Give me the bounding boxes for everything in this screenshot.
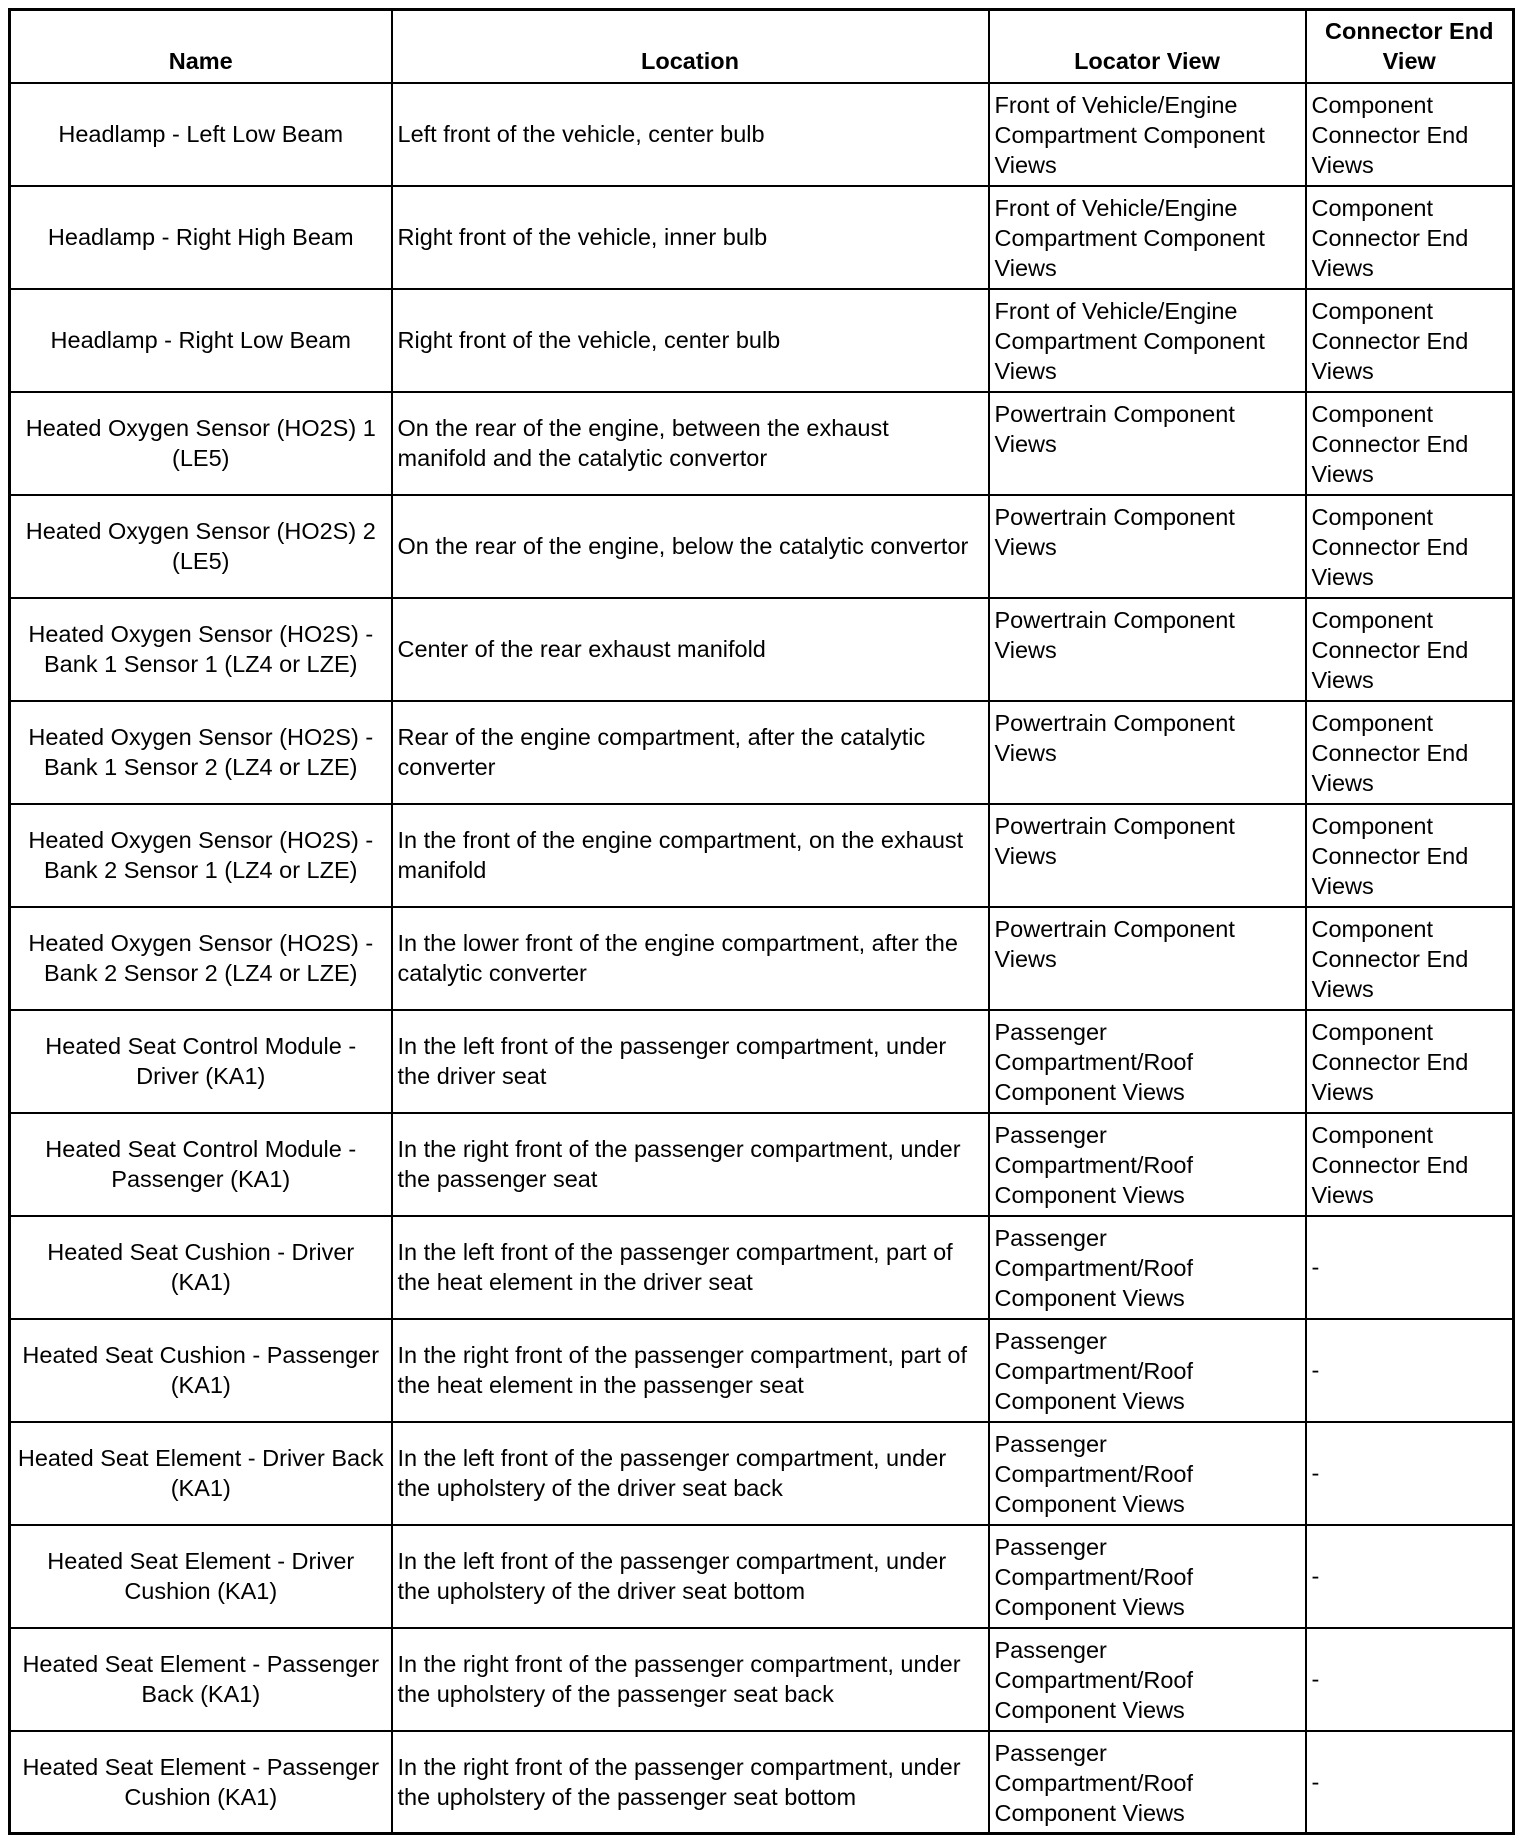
cell-location: Right front of the vehicle, center bulb: [392, 289, 989, 392]
cell-locator-view: Passenger Compartment/Roof Component Views: [989, 1628, 1306, 1731]
cell-location: In the right front of the passenger compartment, under the upholstery of the passenger seat back: [392, 1628, 989, 1731]
cell-locator-view: Powertrain Component Views: [989, 392, 1306, 495]
cell-locator-view: Powertrain Component Views: [989, 907, 1306, 1010]
cell-connector-end-view: -: [1306, 1216, 1514, 1319]
component-locator-table: [8, 8, 1515, 1835]
cell-locator-view: Passenger Compartment/Roof Component Views: [989, 1525, 1306, 1628]
cell-locator-view: Powertrain Component Views: [989, 804, 1306, 907]
cell-locator-view: Powertrain Component Views: [989, 598, 1306, 701]
cell-name: Heated Seat Control Module - Passenger (KA1): [10, 1113, 392, 1216]
table-row: [10, 83, 1514, 186]
cell-name: Heated Seat Cushion - Driver (KA1): [10, 1216, 392, 1319]
cell-location: Right front of the vehicle, inner bulb: [392, 186, 989, 289]
cell-location: In the left front of the passenger compartment, under the driver seat: [392, 1010, 989, 1113]
header-locator-view: Locator View: [989, 10, 1306, 83]
cell-connector-end-view: -: [1306, 1422, 1514, 1525]
cell-location: In the right front of the passenger compartment, under the upholstery of the passenger seat bottom: [392, 1731, 989, 1834]
cell-locator-view: Powertrain Component Views: [989, 495, 1306, 598]
header-name: Name: [10, 10, 392, 83]
cell-connector-end-view: Component Connector End Views: [1306, 907, 1514, 1010]
cell-locator-view: Passenger Compartment/Roof Component Views: [989, 1422, 1306, 1525]
cell-connector-end-view: Component Connector End Views: [1306, 1113, 1514, 1216]
cell-location: On the rear of the engine, between the exhaust manifold and the catalytic convertor: [392, 392, 989, 495]
table-row: [10, 1525, 1514, 1628]
table-row: [10, 1628, 1514, 1731]
cell-locator-view: Front of Vehicle/Engine Compartment Component Views: [989, 289, 1306, 392]
cell-name: Heated Oxygen Sensor (HO2S) - Bank 2 Sensor 1 (LZ4 or LZE): [10, 804, 392, 907]
cell-location: Left front of the vehicle, center bulb: [392, 83, 989, 186]
cell-name: Heated Seat Element - Passenger Back (KA1): [10, 1628, 392, 1731]
cell-connector-end-view: Component Connector End Views: [1306, 804, 1514, 907]
cell-location: Rear of the engine compartment, after the catalytic converter: [392, 701, 989, 804]
table-row: [10, 701, 1514, 804]
cell-connector-end-view: -: [1306, 1319, 1514, 1422]
cell-name: Heated Oxygen Sensor (HO2S) 1 (LE5): [10, 392, 392, 495]
cell-connector-end-view: -: [1306, 1525, 1514, 1628]
cell-name: Heated Seat Control Module - Driver (KA1): [10, 1010, 392, 1113]
table-row: [10, 1731, 1514, 1834]
header-connector-end-view: Connector End View: [1306, 10, 1514, 83]
cell-location: In the lower front of the engine compartment, after the catalytic converter: [392, 907, 989, 1010]
cell-location: In the front of the engine compartment, on the exhaust manifold: [392, 804, 989, 907]
table-row: [10, 1216, 1514, 1319]
table-row: [10, 1319, 1514, 1422]
cell-location: In the right front of the passenger compartment, part of the heat element in the passenger seat: [392, 1319, 989, 1422]
cell-name: Headlamp - Right High Beam: [10, 186, 392, 289]
cell-connector-end-view: Component Connector End Views: [1306, 186, 1514, 289]
cell-location: In the left front of the passenger compartment, under the upholstery of the driver seat back: [392, 1422, 989, 1525]
table-row: [10, 186, 1514, 289]
cell-location: Center of the rear exhaust manifold: [392, 598, 989, 701]
cell-name: Heated Seat Cushion - Passenger (KA1): [10, 1319, 392, 1422]
table-row: [10, 598, 1514, 701]
table-row: [10, 289, 1514, 392]
cell-locator-view: Passenger Compartment/Roof Component Views: [989, 1113, 1306, 1216]
table-row: [10, 1113, 1514, 1216]
cell-connector-end-view: Component Connector End Views: [1306, 1010, 1514, 1113]
cell-locator-view: Front of Vehicle/Engine Compartment Component Views: [989, 186, 1306, 289]
table-row: [10, 804, 1514, 907]
table-row: [10, 1010, 1514, 1113]
cell-connector-end-view: Component Connector End Views: [1306, 701, 1514, 804]
table-row: [10, 392, 1514, 495]
cell-location: In the left front of the passenger compartment, under the upholstery of the driver seat bottom: [392, 1525, 989, 1628]
cell-location: On the rear of the engine, below the catalytic convertor: [392, 495, 989, 598]
cell-connector-end-view: -: [1306, 1731, 1514, 1834]
cell-name: Heated Seat Element - Passenger Cushion (KA1): [10, 1731, 392, 1834]
table-row: [10, 1422, 1514, 1525]
cell-location: In the right front of the passenger compartment, under the passenger seat: [392, 1113, 989, 1216]
cell-name: Headlamp - Left Low Beam: [10, 83, 392, 186]
table-row: [10, 907, 1514, 1010]
cell-connector-end-view: Component Connector End Views: [1306, 83, 1514, 186]
cell-location: In the left front of the passenger compartment, part of the heat element in the driver seat: [392, 1216, 989, 1319]
cell-name: Heated Oxygen Sensor (HO2S) - Bank 1 Sensor 2 (LZ4 or LZE): [10, 701, 392, 804]
cell-name: Heated Oxygen Sensor (HO2S) 2 (LE5): [10, 495, 392, 598]
cell-locator-view: Passenger Compartment/Roof Component Views: [989, 1731, 1306, 1834]
table-row: [10, 495, 1514, 598]
cell-name: Headlamp - Right Low Beam: [10, 289, 392, 392]
cell-connector-end-view: Component Connector End Views: [1306, 392, 1514, 495]
cell-name: Heated Oxygen Sensor (HO2S) - Bank 1 Sensor 1 (LZ4 or LZE): [10, 598, 392, 701]
header-location: Location: [392, 10, 989, 83]
cell-connector-end-view: Component Connector End Views: [1306, 598, 1514, 701]
cell-locator-view: Passenger Compartment/Roof Component Views: [989, 1216, 1306, 1319]
cell-connector-end-view: Component Connector End Views: [1306, 289, 1514, 392]
cell-name: Heated Seat Element - Driver Cushion (KA1): [10, 1525, 392, 1628]
cell-connector-end-view: Component Connector End Views: [1306, 495, 1514, 598]
cell-locator-view: Front of Vehicle/Engine Compartment Component Views: [989, 83, 1306, 186]
component-locator-table-wrapper: [8, 8, 1512, 1835]
cell-name: Heated Oxygen Sensor (HO2S) - Bank 2 Sensor 2 (LZ4 or LZE): [10, 907, 392, 1010]
cell-locator-view: Passenger Compartment/Roof Component Views: [989, 1010, 1306, 1113]
cell-locator-view: Passenger Compartment/Roof Component Views: [989, 1319, 1306, 1422]
cell-locator-view: Powertrain Component Views: [989, 701, 1306, 804]
cell-connector-end-view: -: [1306, 1628, 1514, 1731]
table-header-row: [10, 10, 1514, 83]
cell-name: Heated Seat Element - Driver Back (KA1): [10, 1422, 392, 1525]
